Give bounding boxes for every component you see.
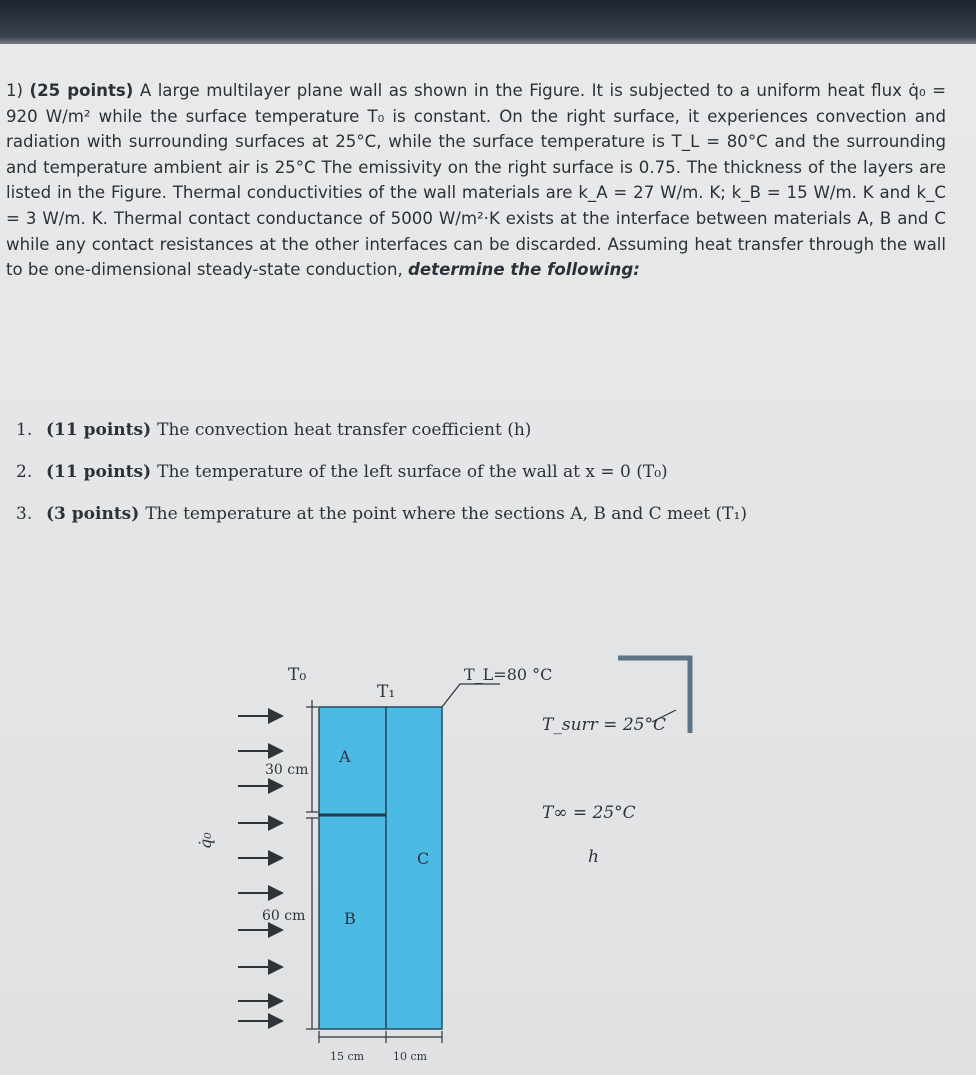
- question-text: The temperature of the left surface of the wall at x = 0 (T₀): [157, 462, 668, 482]
- section-c: [386, 707, 442, 1029]
- section-c-label: C: [417, 849, 430, 868]
- q0-label: q̇₀: [196, 832, 215, 849]
- question-number: 2.: [16, 462, 33, 482]
- question-points: (11 points): [46, 420, 152, 440]
- tinf-label: T∞ = 25°C: [542, 803, 636, 823]
- dim-60-label: 60 cm: [262, 908, 306, 924]
- section-a-label: A: [339, 747, 351, 766]
- question-points: (11 points): [46, 462, 152, 482]
- dim-15-label: 15 cm: [330, 1050, 365, 1063]
- problem-instruction: determine the following:: [408, 260, 640, 280]
- section-a: [319, 707, 386, 815]
- problem-number: 1): [6, 81, 24, 100]
- section-b-label: B: [344, 909, 356, 928]
- problem-points: (25 points): [29, 81, 134, 100]
- dim-30-label: 30 cm: [265, 762, 309, 778]
- t1-label: T₁: [377, 682, 396, 702]
- question-number: 1.: [16, 420, 33, 440]
- problem-text: A large multilayer plane wall as shown in the Figure. It is subjected to a uniform heat flux q̇₀ = 920 W/m² while the surface temperature T₀ is constant. On the right surface, it experiences convection and radiation with surrounding surfaces at 25°C, while the surface temperature is T_L = 80°C and the surrounding and temperature ambient air is 25°C The emissivity on the right surface is 0.75. The thickness of the layers are listed in the Figure. Thermal conductivities of the wall materials are k_A = 27 W/m. K; k_B = 15 W/m. K and k_C = 3 W/m. K. Thermal contact conductance of 5000 W/m²·K exists at the interface between materials A, B and C while any contact resistances at the other interfaces can be discarded. Assuming heat transfer through the wall to be one-dimensional steady-state conduction,: [6, 81, 946, 280]
- question-text: The temperature at the point where the sections A, B and C meet (T₁): [145, 504, 747, 524]
- tl-leader-line: [442, 684, 500, 707]
- question-number: 3.: [16, 504, 33, 524]
- tsurr-label: T_surr = 25°C: [542, 715, 666, 735]
- dimension-60cm: [306, 818, 318, 1029]
- dimension-bottom: [319, 1031, 442, 1043]
- h-label: h: [588, 847, 599, 867]
- t0-label: T₀: [288, 665, 307, 685]
- tl-label: T_L=80 °C: [464, 665, 553, 684]
- dimension-30cm: [306, 700, 318, 812]
- dim-10-label: 10 cm: [393, 1050, 428, 1063]
- question-text: The convection heat transfer coefficient (h): [157, 420, 532, 440]
- question-points: (3 points): [46, 504, 140, 524]
